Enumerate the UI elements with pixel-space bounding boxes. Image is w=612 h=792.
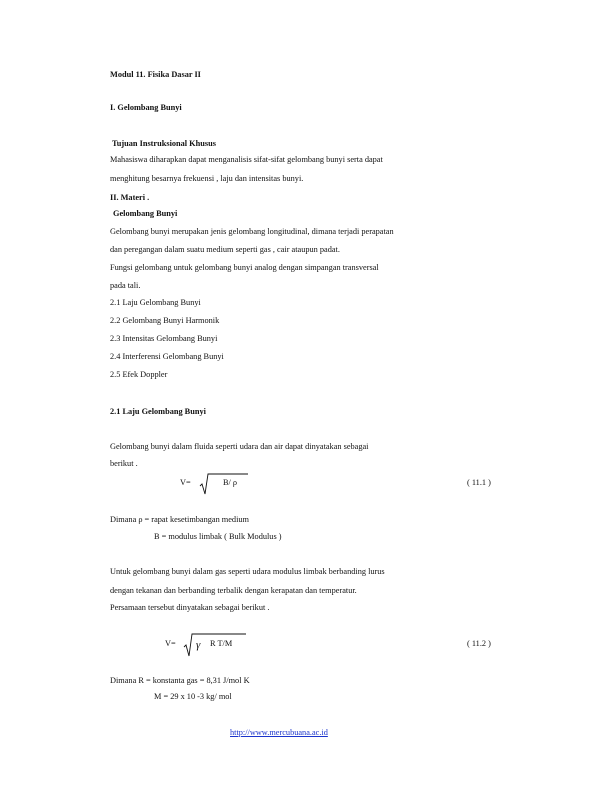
materi-heading: II. Materi . [110,193,150,202]
module-title: Modul 11. Fisika Dasar II [110,70,201,79]
paragraph-line: pada tali. [110,281,141,290]
equation-lhs: V= [180,478,191,487]
equation-number: ( 11.2 ) [467,639,491,648]
objective-text-line: Mahasiswa diharapkan dapat menganalisis sifat-sifat gelombang bunyi serta dapat [110,155,383,164]
definition-line: Dimana R = konstanta gas = 8,31 J/mol K [110,676,250,685]
materi-subheading: Gelombang Bunyi [113,209,178,218]
paragraph-line: Persamaan tersebut dinyatakan sebagai berikut . [110,603,270,612]
list-item: 2.2 Gelombang Bunyi Harmonik [110,316,220,325]
paragraph-line: dan peregangan dalam suatu medium seperti gas , cair ataupun padat. [110,245,340,254]
footer-link[interactable]: http://www.mercubuana.ac.id [230,728,328,737]
gamma-symbol: γ [196,639,201,651]
equation-rhs: B/ ρ [223,478,238,487]
list-item: 2.1 Laju Gelombang Bunyi [110,298,201,307]
list-item: 2.4 Interferensi Gelombang Bunyi [110,352,224,361]
paragraph-line: Gelombang bunyi dalam fluida seperti udara dan air dapat dinyatakan sebagai [110,442,369,451]
paragraph-line: berikut . [110,459,138,468]
definition-line: B = modulus limbak ( Bulk Modulus ) [154,532,282,541]
list-item: 2.3 Intensitas Gelombang Bunyi [110,334,218,343]
list-item: 2.5 Efek Doppler [110,370,168,379]
paragraph-line: Gelombang bunyi merupakan jenis gelombang longitudinal, dimana terjadi perapatan [110,227,394,236]
definition-line: M = 29 x 10 -3 kg/ mol [154,692,232,701]
paragraph-line: Untuk gelombang bunyi dalam gas seperti udara modulus limbak berbanding lurus [110,567,385,576]
objective-text-line: menghitung besarnya frekuensi , laju dan intensitas bunyi. [110,174,304,183]
equation-number: ( 11.1 ) [467,478,491,487]
equation-lhs: V= [165,639,176,648]
equation-rhs: R T/M [210,639,233,648]
section-heading-laju: 2.1 Laju Gelombang Bunyi [110,407,206,416]
paragraph-line: Fungsi gelombang untuk gelombang bunyi analog dengan simpangan transversal [110,263,379,272]
paragraph-line: dengan tekanan dan berbanding terbalik dengan kerapatan dan temperatur. [110,586,357,595]
definition-line: Dimana ρ = rapat kesetimbangan medium [110,515,249,524]
section-heading-gelombang-bunyi: I. Gelombang Bunyi [110,103,182,112]
objective-heading: Tujuan Instruksional Khusus [112,139,216,148]
